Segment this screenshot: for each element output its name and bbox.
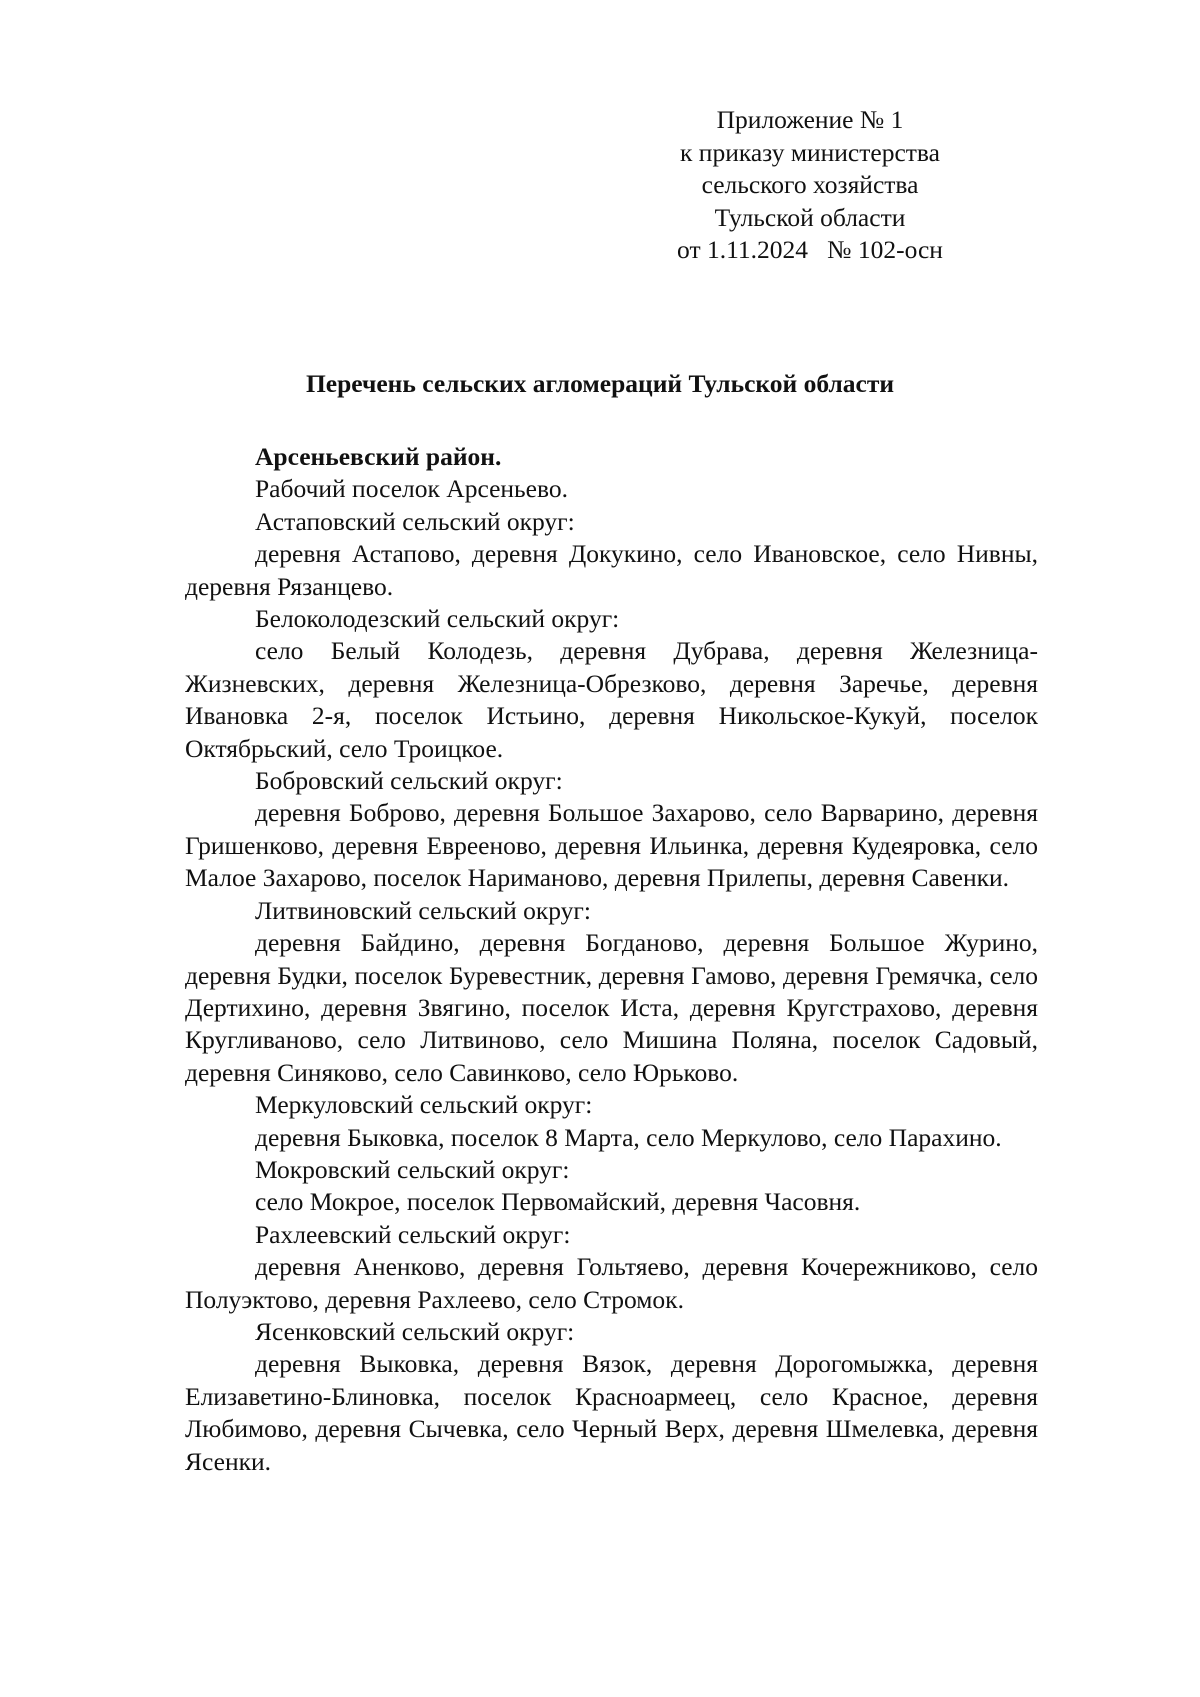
okrug-name: Литвиновский сельский округ: (255, 895, 591, 925)
okrug-name: Меркуловский сельский округ: (255, 1090, 593, 1120)
okrug-places: село Мокрое, поселок Первомайский, деревня Часовня. (255, 1187, 861, 1217)
okrug-name: Ясенковский сельский округ: (255, 1316, 575, 1346)
okrug-places: деревня Боброво, деревня Большое Захарово, село Варварино, деревня Гришенково, деревня Евреeново, деревня Ильинка, деревня Кудеяровка, село Малое Захарово, поселок Нариманово, деревня Прилепы, деревня Савенки. (185, 798, 1038, 893)
okrug-places: деревня Байдино, деревня Богданово, деревня Большое Журино, деревня Будки, поселок Буревестник, деревня Гамово, деревня Гремячка, село Дертихино, деревня Звягино, поселок Иста, деревня Кругстрахово, деревня Кругливаново, село Литвиново, село Мишина Поляна, поселок Садовый, деревня Синяково, село Савинково, село Юрьково. (185, 928, 1038, 1087)
okrug-name: Бобровский сельский округ: (255, 766, 563, 796)
okrug-places: деревня Аненково, деревня Гольтяево, деревня Кочережниково, село Полуэктово, деревня Рахлеево, село Стромок. (185, 1252, 1038, 1314)
document-body (185, 441, 1038, 1478)
okrug-places: село Белый Колодезь, деревня Дубрава, деревня Железница-Жизневских, деревня Железница-Обрезково, деревня Заречье, деревня Ивановка 2-я, поселок Истьино, деревня Никольское-Кукуй, поселок Октябрьский, село Троицкое. (185, 636, 1038, 763)
district-settlement: Рабочий поселок Арсеньево. (255, 474, 568, 504)
okrug-places: деревня Быковка, поселок 8 Марта, село Меркулово, село Парахино. (255, 1122, 1002, 1152)
okrug-places: деревня Астапово, деревня Докукино, село Ивановское, село Нивны, деревня Рязанцево. (185, 539, 1038, 601)
approval-block (640, 104, 980, 267)
approval-line: Приложение № 1 (716, 105, 904, 134)
okrug-name: Рахлеевский сельский округ: (255, 1219, 571, 1249)
approval-line: сельского хозяйства (701, 170, 919, 200)
okrug-name: Белоколодезский сельский округ: (255, 604, 620, 634)
approval-line: к приказу министерства (680, 137, 940, 167)
district-heading: Арсеньевский район. (255, 442, 502, 471)
document-title: Перечень сельских агломераций Тульской области (305, 369, 895, 398)
okrug-name: Мокровский сельский округ: (255, 1154, 570, 1184)
approval-line: Тульской области (714, 202, 906, 232)
okrug-places: деревня Выковка, деревня Вязок, деревня Дорогомыжка, деревня Елизаветино-Блиновка, поселок Красноармеец, село Красное, деревня Любимово, деревня Сычевка, село Черный Верх, деревня Шмелевка, деревня Ясенки. (185, 1349, 1038, 1476)
okrug-name: Астаповский сельский округ: (255, 506, 575, 536)
approval-date-number: от 1.11.2024 № 102-осн (677, 235, 943, 265)
